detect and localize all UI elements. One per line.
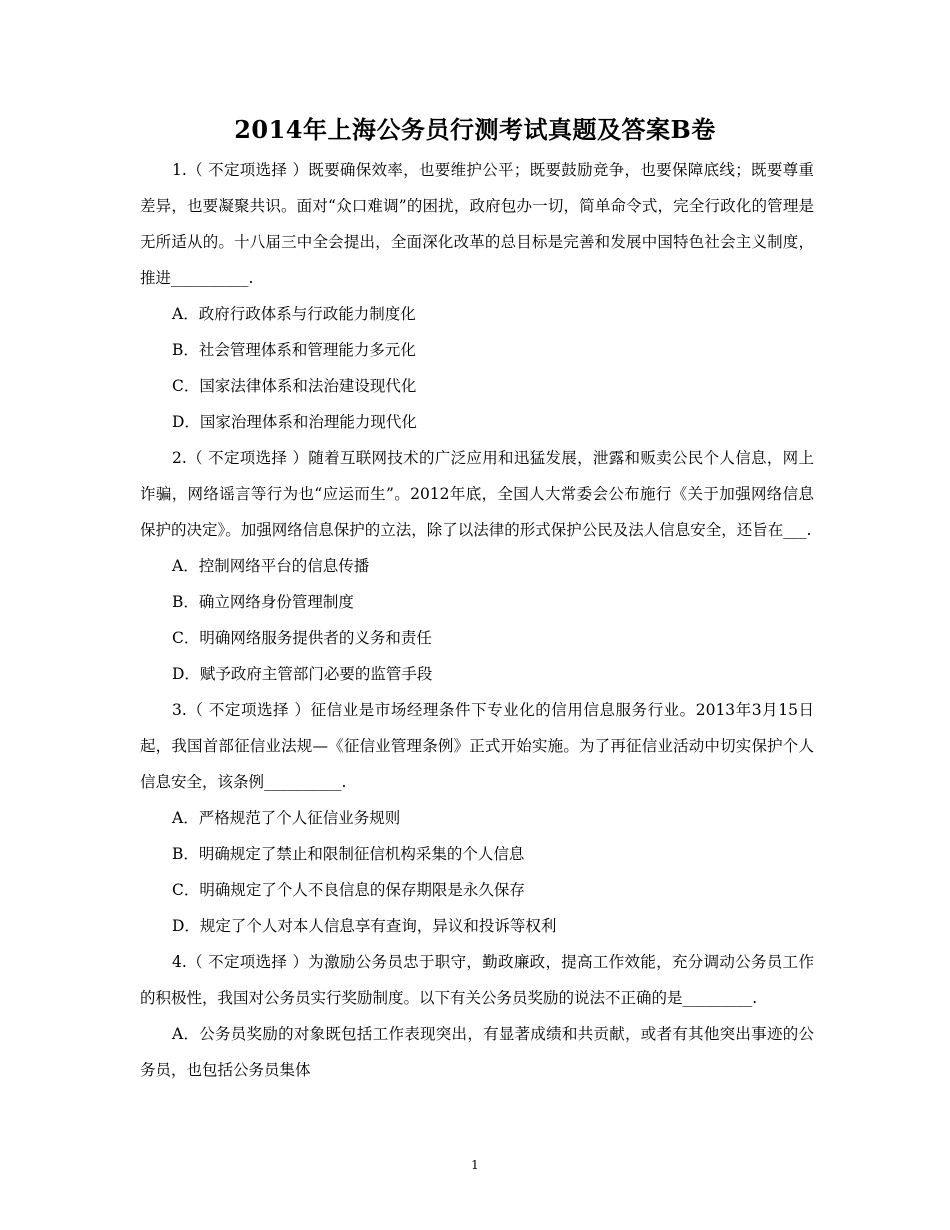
question-stem: 1.（ 不定项选择 ）既要确保效率，也要维护公平；既要鼓励竞争，也要保障底线；既要尊重差异，也要凝聚共识。面对“众口难调”的困扰，政府包办一切，简单命令式，完全行政化的管理是无所适从的。十八届三中全会提出，全面深化改革的总目标是完善和发展中国特色社会主义制度，推进__________. (140, 161, 814, 287)
question-block (140, 944, 814, 1088)
document-title: 2014年上海公务员行测考试真题及答案B卷 (234, 115, 716, 144)
answer-option: C．明确规定了个人不良信息的保存期限是永久保存 (172, 881, 525, 899)
question-block (140, 152, 814, 440)
answer-option: B．明确规定了禁止和限制征信机构采集的个人信息 (172, 845, 525, 863)
question-list (140, 152, 814, 1088)
answer-option: B．确立网络身份管理制度 (172, 593, 354, 611)
answer-option: B．社会管理体系和管理能力多元化 (172, 341, 416, 359)
question-stem: 4.（ 不定项选择 ）为激励公务员忠于职守，勤政廉政，提高工作效能，充分调动公务员工作的积极性，我国对公务员实行奖励制度。以下有关公务员奖励的说法不正确的是_________. (140, 953, 814, 1007)
answer-option: C．明确网络服务提供者的义务和责任 (172, 629, 432, 647)
question-block (140, 440, 814, 692)
page-number: 1 (471, 1158, 479, 1172)
question-stem: 2.（ 不定项选择 ）随着互联网技术的广泛应用和迅猛发展，泄露和贩卖公民个人信息，网上诈骗，网络谣言等行为也“应运而生”。2012年底，全国人大常委会公布施行《关于加强网络信息保护的决定》。加强网络信息保护的立法，除了以法律的形式保护公民及法人信息安全，还旨在___. (140, 449, 814, 539)
question-stem: 3.（ 不定项选择 ）征信业是市场经理条件下专业化的信用信息服务行业。2013年3月15日起，我国首部征信业法规—《征信业管理条例》正式开始实施。为了再征信业活动中切实保护个人信息安全，该条例__________. (140, 701, 814, 791)
question-block (140, 692, 814, 944)
answer-option: D．规定了个人对本人信息享有查询，异议和投诉等权利 (172, 917, 557, 935)
answer-option: A．公务员奖励的对象既包括工作表现突出，有显著成绩和共贡献，或者有其他突出事迹的公务员，也包括公务员集体 (140, 1025, 814, 1079)
answer-option: A．严格规范了个人征信业务规则 (172, 809, 401, 827)
answer-option: C．国家法律体系和法治建设现代化 (172, 377, 417, 395)
answer-option: D．赋予政府主管部门必要的监管手段 (172, 665, 433, 683)
answer-option: A．政府行政体系与行政能力制度化 (172, 305, 416, 323)
answer-option: D．国家治理体系和治理能力现代化 (172, 413, 417, 431)
answer-option: A．控制网络平台的信息传播 (172, 557, 370, 575)
